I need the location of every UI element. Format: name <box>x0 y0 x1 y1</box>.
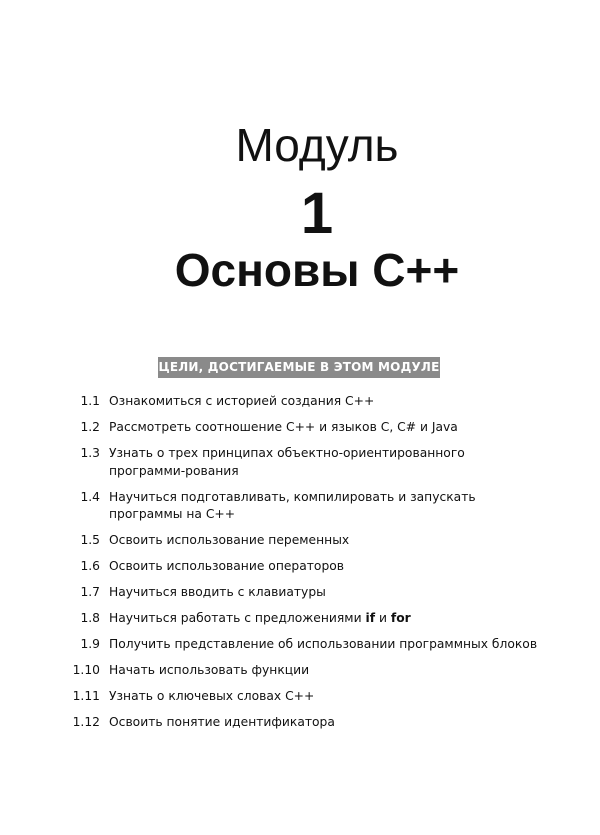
goal-text: Научиться подготавливать, компилировать и запускать программы на C++ <box>109 489 476 521</box>
goal-text <box>109 610 540 628</box>
module-title: Основы C++ <box>174 244 460 296</box>
goal-item <box>60 532 540 550</box>
goal-text: Рассмотреть соотношение C++ и языков C, C# и Java <box>109 420 458 434</box>
goal-number: 1.7 <box>80 585 100 599</box>
keyword-if: if <box>365 611 376 625</box>
goals-list <box>60 393 540 740</box>
goal-item <box>60 393 540 411</box>
goal-number: 1.3 <box>80 446 100 460</box>
goal-number: 1.11 <box>72 689 100 703</box>
goal-item <box>60 419 540 437</box>
keyword-for: for <box>390 611 411 625</box>
goal-item <box>60 584 540 602</box>
goal-number: 1.5 <box>80 533 100 547</box>
goal-text-part: Научиться работать с предложениями <box>109 611 366 625</box>
goal-text: Получить представление об использовании программных блоков <box>109 637 538 651</box>
goal-item <box>60 636 540 654</box>
goal-item <box>60 610 540 628</box>
goal-item <box>60 445 540 480</box>
goal-number: 1.4 <box>80 489 100 504</box>
goal-item <box>60 714 540 732</box>
goal-number: 1.1 <box>80 394 100 408</box>
goal-text-part: и <box>375 611 391 625</box>
goal-item <box>60 688 540 706</box>
goal-item <box>60 558 540 576</box>
goal-text: Начать использовать функции <box>109 663 310 677</box>
goal-text: Научиться вводить с клавиатуры <box>109 585 326 599</box>
goal-number: 1.10 <box>72 663 100 677</box>
goal-item <box>60 489 540 524</box>
goal-text: Освоить использование операторов <box>109 559 345 573</box>
goal-number: 1.12 <box>72 715 100 729</box>
goal-text: Узнать о трех принципах объектно-ориентированного программи-рования <box>109 446 465 478</box>
module-number: 1 <box>300 181 334 246</box>
goal-number: 1.6 <box>80 559 100 573</box>
module-label: Модуль <box>235 119 399 171</box>
goal-number: 1.2 <box>80 420 100 434</box>
goal-number: 1.9 <box>80 637 100 651</box>
goal-number: 1.8 <box>80 611 100 625</box>
goal-text: Освоить понятие идентификатора <box>109 715 335 729</box>
goal-text: Освоить использование переменных <box>109 533 350 547</box>
goal-text: Узнать о ключевых словах C++ <box>109 689 315 703</box>
goals-banner: ЦЕЛИ, ДОСТИГАЕМЫЕ В ЭТОМ МОДУЛЕ <box>158 357 440 378</box>
goal-item <box>60 662 540 680</box>
goal-text: Ознакомиться с историей создания C++ <box>109 394 375 408</box>
